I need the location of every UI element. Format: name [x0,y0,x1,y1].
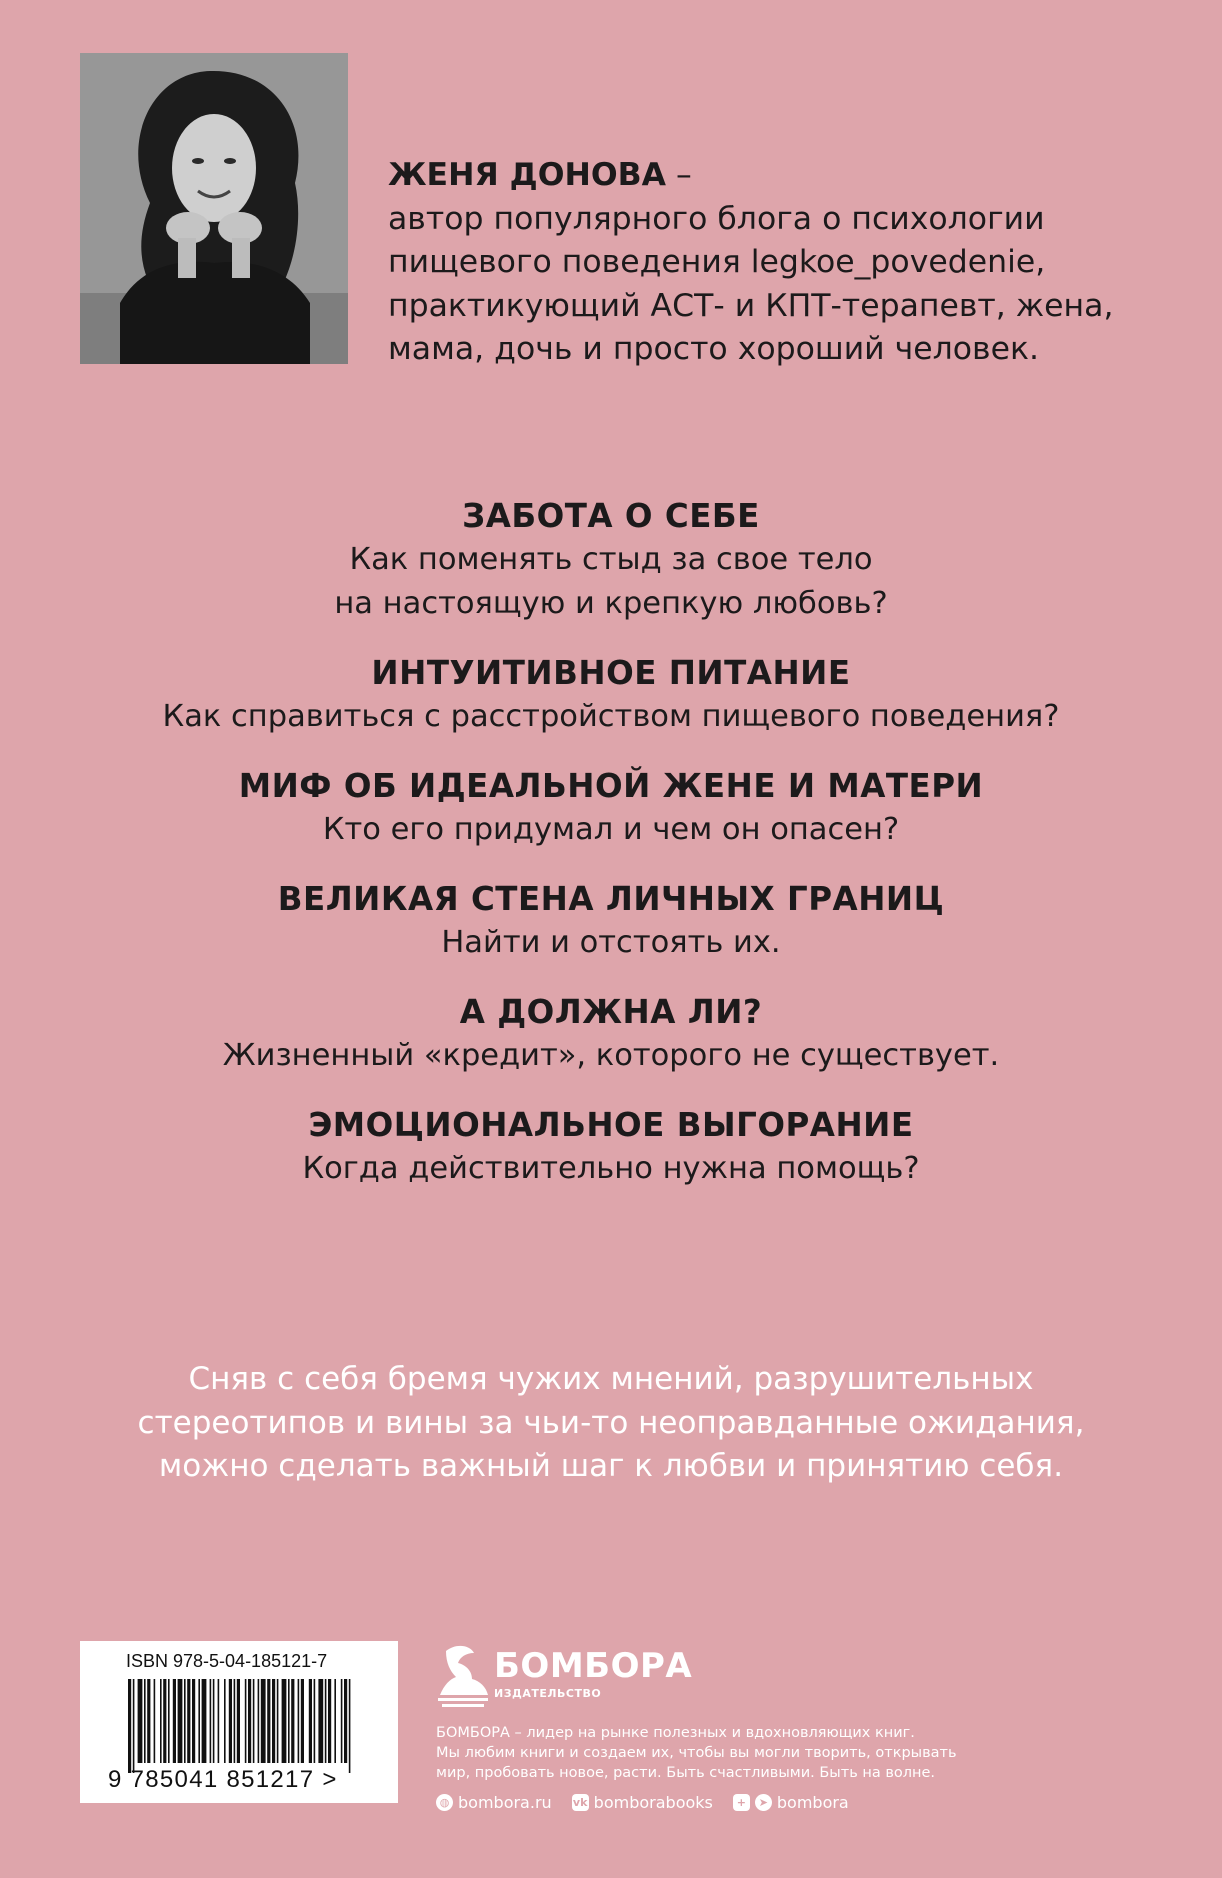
topic-text: Как справиться с расстройством пищевого поведения? [162,699,1060,734]
link-label: bombora [776,1793,849,1812]
topic-text: Кто его придумал и чем он опасен? [322,812,900,847]
link-telegram[interactable] [733,1793,849,1812]
vk-icon: vk [572,1796,588,1809]
topic-title: ЭМОЦИОНАЛЬНОЕ ВЫГОРАНИЕ [308,1106,914,1144]
publisher-subtitle: ИЗДАТЕЛЬСТВО [494,1687,602,1700]
plus-icon: + [733,1794,750,1811]
topic [0,990,1222,1078]
topic [0,1103,1222,1191]
tagline [0,1358,1222,1489]
publisher-description-line: мир, пробовать новое, расти. Быть счастливыми. Быть на волне. [436,1765,936,1781]
author-bio-line: автор популярного блога о психологии [388,200,1045,237]
topic-title: ЗАБОТА О СЕБЕ [462,497,760,535]
publisher-description-line: Мы любим книги и создаем их, чтобы вы могли творить, открывать [436,1745,957,1761]
tagline-line: Сняв с себя бремя чужих мнений, разрушительных [188,1361,1034,1397]
author-photo [80,53,348,364]
topic-text: Когда действительно нужна помощь? [302,1151,920,1186]
publisher-description [436,1723,996,1783]
topic-title: ИНТУИТИВНОЕ ПИТАНИЕ [371,654,851,692]
telegram-icon: ➤ [755,1794,772,1811]
author-bio-line: мама, дочь и просто хороший человек. [388,331,1040,367]
tagline-line: можно сделать важный шаг к любви и принятию себя. [158,1448,1064,1484]
barcode-box [80,1641,398,1803]
topic-title: ВЕЛИКАЯ СТЕНА ЛИЧНЫХ ГРАНИЦ [277,880,945,918]
topic [0,651,1222,739]
publisher-description-line: БОМБОРА – лидер на рынке полезных и вдохновляющих книг. [436,1725,915,1741]
author-bio [388,154,1188,372]
globe-icon: ◍ [436,1794,453,1811]
publisher-name: БОМБОРА [494,1646,693,1686]
topics-list [0,494,1222,1216]
link-website[interactable] [436,1793,552,1812]
topic [0,494,1222,626]
author-name: ЖЕНЯ ДОНОВА [388,157,667,193]
tagline-line: стереотипов и вины за чьи-то неоправданные ожидания, [137,1404,1085,1441]
author-line-1 [388,154,1188,198]
topic-text: на настоящую и крепкую любовь? [334,586,888,621]
topic [0,764,1222,852]
author-bio-line: пищевого поведения legkoe_povedenie, [388,244,1046,280]
topic [0,877,1222,965]
link-label: bombora.ru [458,1793,552,1812]
topic-text: Найти и отстоять их. [441,925,781,960]
topic-title: А ДОЛЖНА ЛИ? [459,993,763,1031]
bombora-logo-icon [436,1641,492,1709]
publisher-links [436,1793,996,1812]
author-bio-line: практикующий АСТ- и КПТ-терапевт, жена, [388,287,1114,324]
link-vk[interactable] [572,1793,713,1812]
isbn-text: ISBN 978-5-04-185121-7 [126,1651,328,1671]
link-label: bomborabooks [593,1793,713,1812]
topic-title: МИФ ОБ ИДЕАЛЬНОЙ ЖЕНЕ И МАТЕРИ [238,767,984,805]
topic-text: Как поменять стыд за свое тело [349,542,873,577]
barcode-digits: 9 785041 851217 > [108,1766,338,1793]
author-dash: – [666,157,692,193]
topic-text: Жизненный «кредит», которого не существует. [222,1038,1000,1073]
